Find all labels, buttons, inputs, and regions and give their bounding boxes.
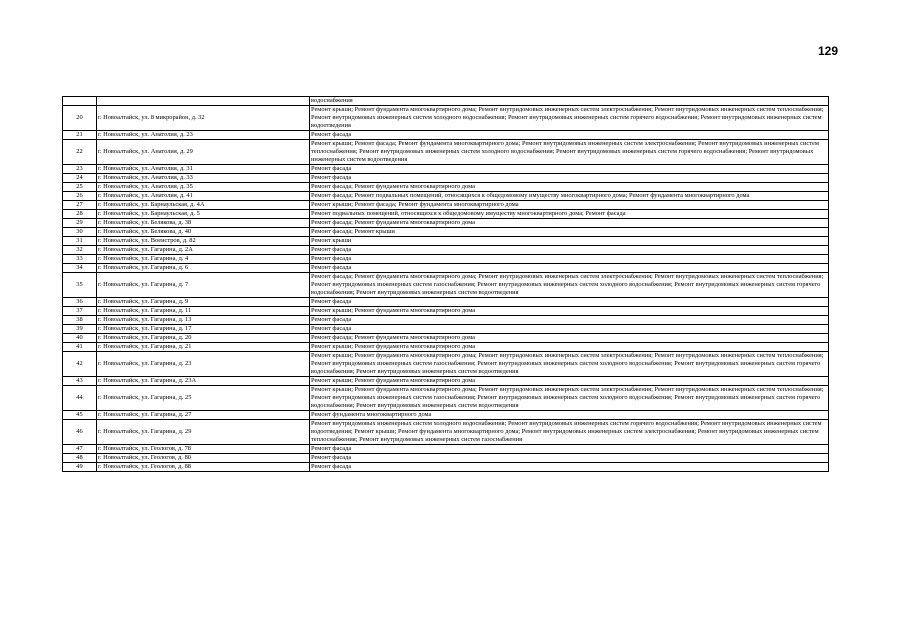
address-cell: г. Новоалтайск, ул. Анатолия, д. 29: [97, 140, 310, 165]
table-row: [63, 273, 829, 298]
address-cell: г. Новоалтайск, ул. Гагарина, д. 9: [97, 298, 310, 307]
row-number-cell: 20: [63, 106, 97, 131]
table-row: [63, 237, 829, 246]
row-number-cell: 48: [63, 454, 97, 463]
address-cell: г. Новоалтайск, ул. Геологов, д. 88: [97, 463, 310, 472]
row-number-cell: 30: [63, 228, 97, 237]
address-cell: г. Новоалтайск, ул. Гагарина, д. 23А: [97, 377, 310, 386]
table-row: [63, 131, 829, 140]
table-row: [63, 228, 829, 237]
page-number: 129: [818, 44, 839, 58]
table-row: [63, 298, 829, 307]
row-number-cell: 25: [63, 183, 97, 192]
address-cell: г. Новоалтайск, ул. Воеистров, д. 82: [97, 237, 310, 246]
works-cell: Ремонт фасада: [310, 454, 829, 463]
row-number-cell: 23: [63, 165, 97, 174]
works-cell: Ремонт фасада: [310, 174, 829, 183]
address-cell: г. Новоалтайск, ул. Гагарина, д. 4: [97, 255, 310, 264]
address-cell: г. Новоалтайск, ул. Гагарина, д. 25: [97, 386, 310, 411]
table-row: [63, 246, 829, 255]
table-row: [63, 140, 829, 165]
row-number-cell: 49: [63, 463, 97, 472]
works-cell: Ремонт фасада; Ремонт фундамента многоквартирного дома: [310, 334, 829, 343]
table-row: [63, 386, 829, 411]
address-cell: г. Новоалтайск, ул. Гагарина, д. 11: [97, 307, 310, 316]
row-number-cell: 28: [63, 210, 97, 219]
works-cell: водоснабжения: [310, 97, 829, 106]
address-cell: г. Новоалтайск, ул. Анатолия, д. 31: [97, 165, 310, 174]
table-body: [63, 97, 829, 472]
row-number-cell: 24: [63, 174, 97, 183]
works-cell: Ремонт фасада: [310, 165, 829, 174]
row-number-cell: 31: [63, 237, 97, 246]
row-number-cell: 47: [63, 445, 97, 454]
row-number-cell: 27: [63, 201, 97, 210]
address-cell: г. Новоалтайск, ул. Белякова, д. 38: [97, 219, 310, 228]
table-row: [63, 210, 829, 219]
address-cell: г. Новоалтайск, ул. Гагарина, д. 23: [97, 352, 310, 377]
row-number-cell: 44: [63, 386, 97, 411]
address-cell: г. Новоалтайск, ул. Геологов, д. 78: [97, 445, 310, 454]
table-row: [63, 352, 829, 377]
address-cell: г. Новоалтайск, ул. Анатолия, д. 23: [97, 131, 310, 140]
works-cell: Ремонт внутридомовых инженерных систем холодного водоснабжения; Ремонт внутридомовых инженерных систем горячего водоснабжения; Ремонт внутридомовых инженерных систем водоотведения; Ремонт крыши; Ремонт фундамента многоквартирного дома; Ремонт внутридомовых инженерных систем электроснабжения; Ремонт внутридомовых инженерных систем теплоснабжения; Ремонт внутридомовых инженерных систем газоснабжения: [310, 420, 829, 445]
works-cell: Ремонт фасада: [310, 131, 829, 140]
address-cell: г. Новоалтайск, ул. Гагарина, д. 17: [97, 325, 310, 334]
table-row: [63, 420, 829, 445]
row-number-cell: 38: [63, 316, 97, 325]
table-row: [63, 255, 829, 264]
row-number-cell: 43: [63, 377, 97, 386]
address-cell: г. Новоалтайск, ул. Барнаульская, д. 4А: [97, 201, 310, 210]
table-row: [63, 97, 829, 106]
address-cell: г. Новоалтайск, ул. Гагарина, д. 20: [97, 334, 310, 343]
works-cell: Ремонт крыши; Ремонт фундамента многоквартирного дома; Ремонт внутридомовых инженерных систем электроснабжения; Ремонт внутридомовых инженерных систем теплоснабжения; Ремонт внутридомовых инженерных систем газоснабжения; Ремонт внутридомовых инженерных систем холодного водоснабжения; Ремонт внутридомовых инженерных систем горячего водоснабжения; Ремонт внутридомовых инженерных систем водоотведения: [310, 352, 829, 377]
works-cell: Ремонт фасада: [310, 298, 829, 307]
table-row: [63, 454, 829, 463]
works-cell: Ремонт крыши; Ремонт фасада; Ремонт фундамента многоквартирного дома; Ремонт внутридомовых инженерных систем электроснабжения; Ремонт внутридомовых инженерных систем теплоснабжения; Ремонт внутридомовых инженерных систем холодного водоснабжения; Ремонт внутридомовых инженерных систем горячего водоснабжения; Ремонт внутридомовых инженерных систем водоотведения: [310, 140, 829, 165]
table-row: [63, 106, 829, 131]
works-cell: Ремонт фасада: [310, 264, 829, 273]
table-row: [63, 165, 829, 174]
works-cell: Ремонт фундамента многоквартирного дома: [310, 411, 829, 420]
works-cell: Ремонт фасада; Ремонт фундамента многоквартирного дома; Ремонт внутридомовых инженерных систем электроснабжения; Ремонт внутридомовых инженерных систем теплоснабжения; Ремонт внутридомовых инженерных систем газоснабжения; Ремонт внутридомовых инженерных систем холодного водоснабжения; Ремонт внутридомовых инженерных систем горячего водоснабжения; Ремонт внутридомовых инженерных систем водоотведения: [310, 273, 829, 298]
works-cell: Ремонт крыши; Ремонт фасада; Ремонт фундамента многоквартирного дома: [310, 201, 829, 210]
row-number-cell: 41: [63, 343, 97, 352]
address-cell: г. Новоалтайск, ул. Гагарина, д. 6: [97, 264, 310, 273]
row-number-cell: 46: [63, 420, 97, 445]
table-row: [63, 377, 829, 386]
address-cell: г. Новоалтайск, ул. Гагарина, д. 7: [97, 273, 310, 298]
works-cell: Ремонт фасада: [310, 316, 829, 325]
row-number-cell: [63, 97, 97, 106]
row-number-cell: 42: [63, 352, 97, 377]
address-cell: г. Новоалтайск, ул. Гагарина, д. 21: [97, 343, 310, 352]
works-cell: Ремонт подвальных помещений, относящихся к общедомовому имуществу многоквартирного дома; Ремонт фасада: [310, 210, 829, 219]
row-number-cell: 39: [63, 325, 97, 334]
row-number-cell: 36: [63, 298, 97, 307]
table-row: [63, 174, 829, 183]
works-cell: Ремонт крыши: [310, 237, 829, 246]
table-row: [63, 307, 829, 316]
table-row: [63, 445, 829, 454]
address-cell: [97, 97, 310, 106]
table-row: [63, 334, 829, 343]
row-number-cell: 45: [63, 411, 97, 420]
works-cell: Ремонт фасада; Ремонт крыши: [310, 228, 829, 237]
row-number-cell: 33: [63, 255, 97, 264]
row-number-cell: 37: [63, 307, 97, 316]
table-row: [63, 219, 829, 228]
table-row: [63, 325, 829, 334]
works-cell: Ремонт фасада: [310, 325, 829, 334]
table-row: [63, 343, 829, 352]
works-cell: Ремонт фасада: [310, 445, 829, 454]
row-number-cell: 32: [63, 246, 97, 255]
works-cell: Ремонт фасада: [310, 246, 829, 255]
address-cell: г. Новоалтайск, ул. Анатолия, д. 33: [97, 174, 310, 183]
address-cell: г. Новоалтайск, ул. Гагарина, д. 29: [97, 420, 310, 445]
row-number-cell: 34: [63, 264, 97, 273]
table-row: [63, 201, 829, 210]
table-row: [63, 463, 829, 472]
table-row: [63, 183, 829, 192]
works-cell: Ремонт фасада; Ремонт подвальных помещений, относящихся к общедомовому имуществу многоквартирного дома; Ремонт фундамента многоквартирного дома: [310, 192, 829, 201]
row-number-cell: 22: [63, 140, 97, 165]
address-cell: г. Новоалтайск, ул. Гагарина, д. 27: [97, 411, 310, 420]
row-number-cell: 26: [63, 192, 97, 201]
works-cell: Ремонт крыши; Ремонт фундамента многоквартирного дома: [310, 377, 829, 386]
works-cell: Ремонт фасада: [310, 255, 829, 264]
works-cell: Ремонт фасада: [310, 463, 829, 472]
row-number-cell: 21: [63, 131, 97, 140]
table-row: [63, 264, 829, 273]
works-cell: Ремонт крыши; Ремонт фундамента многоквартирного дома; Ремонт внутридомовых инженерных систем электроснабжения; Ремонт внутридомовых инженерных систем теплоснабжения; Ремонт внутридомовых инженерных систем холодного водоснабжения; Ремонт внутридомовых инженерных систем горячего водоснабжения; Ремонт внутридомовых инженерных систем водоотведения: [310, 106, 829, 131]
address-cell: г. Новоалтайск, ул. Белякова, д. 40: [97, 228, 310, 237]
table-row: [63, 316, 829, 325]
row-number-cell: 35: [63, 273, 97, 298]
table-row: [63, 192, 829, 201]
works-cell: Ремонт крыши; Ремонт фундамента многоквартирного дома: [310, 307, 829, 316]
address-cell: г. Новоалтайск, ул. Гагарина, д. 13: [97, 316, 310, 325]
address-cell: г. Новоалтайск, ул. Анатолия, д. 35: [97, 183, 310, 192]
repair-register-table: [62, 96, 829, 472]
works-cell: Ремонт фасада; Ремонт фундамента многоквартирного дома: [310, 183, 829, 192]
works-cell: Ремонт фасада; Ремонт фундамента многоквартирного дома: [310, 219, 829, 228]
address-cell: г. Новоалтайск, ул. Барнаульская, д. 5: [97, 210, 310, 219]
address-cell: г. Новоалтайск, ул. 8 микрорайон, д. 32: [97, 106, 310, 131]
address-cell: г. Новоалтайск, ул. Геологов, д. 80: [97, 454, 310, 463]
address-cell: г. Новоалтайск, ул. Гагарина, д. 2А: [97, 246, 310, 255]
table-row: [63, 411, 829, 420]
address-cell: г. Новоалтайск, ул. Анатолия, д. 41: [97, 192, 310, 201]
works-cell: Ремонт крыши; Ремонт фундамента многоквартирного дома; Ремонт внутридомовых инженерных систем электроснабжения; Ремонт внутридомовых инженерных систем теплоснабжения; Ремонт внутридомовых инженерных систем газоснабжения; Ремонт внутридомовых инженерных систем холодного водоснабжения; Ремонт внутридомовых инженерных систем горячего водоснабжения; Ремонт внутридомовых инженерных систем водоотведения: [310, 386, 829, 411]
row-number-cell: 29: [63, 219, 97, 228]
row-number-cell: 40: [63, 334, 97, 343]
works-cell: Ремонт крыши; Ремонт фундамента многоквартирного дома: [310, 343, 829, 352]
